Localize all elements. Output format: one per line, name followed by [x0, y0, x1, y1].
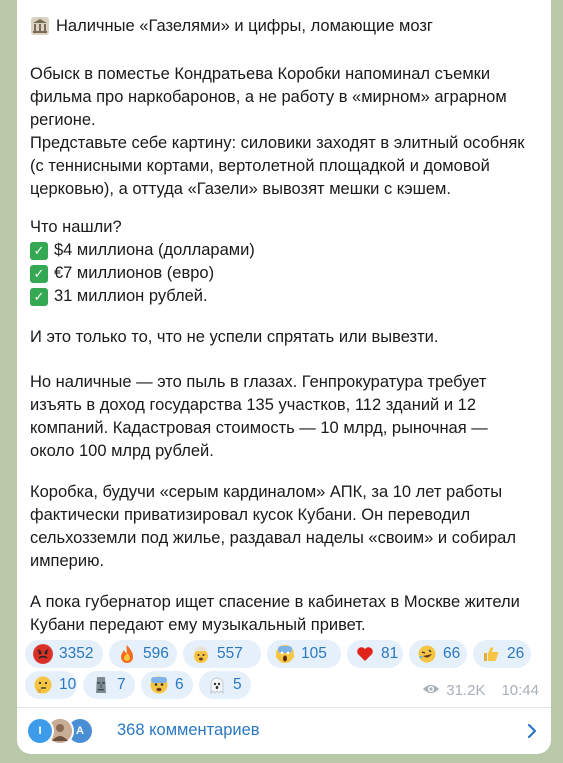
comments-button[interactable] [17, 708, 551, 754]
text-line: империю. [30, 552, 105, 570]
fire-icon [117, 644, 137, 664]
reaction-exploding-head[interactable] [183, 640, 261, 668]
reaction-count: 7 [117, 676, 126, 693]
reaction-moai[interactable] [83, 671, 135, 699]
reaction-count: 66 [443, 645, 461, 662]
found-item-text: €7 миллионов (евро) [54, 264, 215, 282]
reaction-fearful-face[interactable] [141, 671, 193, 699]
post-time: 10:44 [501, 682, 539, 699]
reaction-count: 26 [507, 645, 525, 662]
check-mark-icon: ✓ [30, 288, 48, 306]
reaction-count: 81 [381, 645, 399, 662]
text-line: (с теннисными кортами, вертолетной площадкой и домовой [30, 157, 490, 175]
moai-icon [91, 675, 111, 695]
bank-icon [30, 16, 50, 36]
channel-post-bubble [17, 0, 551, 754]
red-heart-icon [355, 644, 375, 664]
found-item-text: $4 миллиона (долларами) [54, 241, 255, 259]
paragraph-found [30, 216, 542, 308]
commenter-avatars [26, 717, 106, 745]
paragraph-prosecutor [30, 371, 542, 463]
paragraph-search [30, 63, 542, 201]
reaction-fire[interactable] [109, 640, 177, 668]
reaction-screaming-face[interactable] [267, 640, 341, 668]
reaction-ghost[interactable] [199, 671, 251, 699]
chevron-right-icon[interactable] [527, 723, 537, 744]
check-mark-icon: ✓ [30, 265, 48, 283]
text-line: церковью), а оттуда «Газели» вывозят мешки с кэшем. [30, 180, 451, 198]
screaming-face-icon [275, 644, 295, 664]
paragraph-hidden [30, 326, 542, 349]
text-line: компаний. Кадастровая стоимость — 10 млрд, рыночная — [30, 419, 488, 437]
found-item [30, 239, 542, 262]
found-item [30, 262, 542, 285]
angry-face-icon [33, 644, 53, 664]
fearful-face-icon [149, 675, 169, 695]
text-line: сельхозземли под жилье, раздавал наделы «своим» и собирал [30, 529, 516, 547]
text-line: около 100 млрд рублей. [30, 442, 214, 460]
text-line: Обыск в поместье Кондратьева Коробки напоминал съемки [30, 65, 491, 83]
reaction-red-heart[interactable] [347, 640, 403, 668]
text-line: Коробка, будучи «серым кардиналом» АПК, за 10 лет работы [30, 483, 503, 501]
reaction-count: 6 [175, 676, 184, 693]
post-title [30, 16, 433, 36]
reaction-count: 5 [233, 676, 242, 693]
post-meta [422, 682, 539, 699]
reaction-thumbs-up[interactable] [473, 640, 531, 668]
ghost-icon [207, 675, 227, 695]
comments-count-label[interactable]: 368 комментариев [117, 721, 260, 739]
text-line: Представьте себе картину: силовики заходят в элитный особняк [30, 134, 525, 152]
post-title-text: Наличные «Газелями» и цифры, ломающие мозг [56, 16, 433, 35]
text-line: фильма про наркобаронов, а не работу в «мирном» аграрном [30, 88, 507, 106]
exploding-head-icon [191, 644, 211, 664]
reaction-count: 557 [217, 645, 243, 662]
reaction-thinking-face[interactable] [25, 671, 77, 699]
text-line: регионе. [30, 111, 96, 129]
reaction-count: 596 [143, 645, 169, 662]
reaction-count: 10 [59, 676, 77, 693]
text-line: Но наличные — это пыль в глазах. Генпрокуратура требует [30, 373, 487, 391]
eye-icon [422, 682, 440, 699]
reaction-angry-face[interactable] [25, 640, 103, 668]
check-mark-icon: ✓ [30, 242, 48, 260]
paragraph-korobka [30, 481, 542, 573]
found-item-text: 31 миллион рублей. [54, 287, 208, 305]
thinking-face-icon [33, 675, 53, 695]
reaction-count: 105 [301, 645, 327, 662]
thumbs-up-icon [481, 644, 501, 664]
text-line: Кубани передают ему музыкальный привет. [30, 616, 366, 634]
text-line: изъять в доход государства 135 участков, 112 зданий и 12 [30, 396, 477, 414]
text-line: фактически приватизировал кусок Кубани. Он переводил [30, 506, 471, 524]
found-item [30, 285, 542, 308]
reaction-count: 3352 [59, 645, 94, 662]
paragraph-governor [30, 591, 542, 637]
avatar: A [66, 717, 94, 745]
text-line: И это только то, что не успели спрятать или вывезти. [30, 328, 439, 346]
views-count: 31.2K [446, 682, 486, 699]
found-heading: Что нашли? [30, 218, 122, 236]
reaction-rofl-face[interactable] [409, 640, 467, 668]
avatar: I [26, 717, 54, 745]
rofl-face-icon [417, 644, 437, 664]
text-line: А пока губернатор ищет спасение в кабинетах в Москве жители [30, 593, 520, 611]
